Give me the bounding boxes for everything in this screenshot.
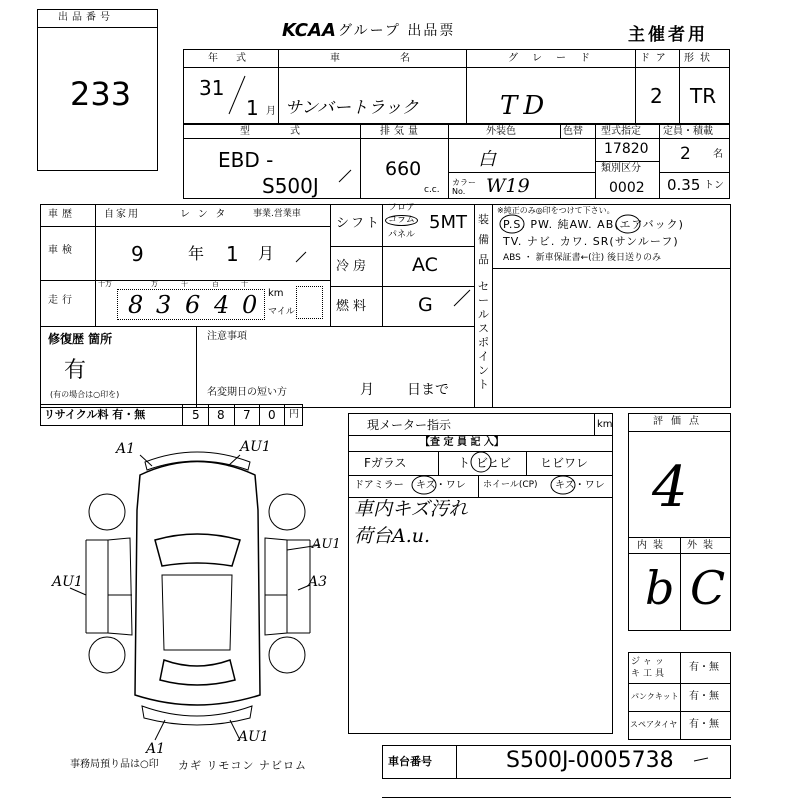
designation-label: 型式指定: [601, 126, 641, 137]
car-name-label: 車名: [330, 53, 470, 64]
jack-option: 有・無: [689, 662, 719, 673]
displacement-value: 660: [385, 158, 422, 180]
vehicle-damage-diagram: [80, 440, 320, 740]
name-change-day: 日まで: [407, 382, 449, 398]
glass-crack-small: ヒビ: [487, 456, 512, 470]
inspection-month: 1: [226, 242, 239, 266]
capacity-persons-unit: 名: [713, 149, 723, 160]
mileage-label: 走行: [48, 295, 76, 306]
tire-front-left-icon: [89, 494, 125, 530]
right-side-panel-icon: [265, 538, 287, 635]
digit-label-1k: 千: [181, 280, 188, 288]
mirror-label: ドアミラー: [354, 480, 404, 491]
mileage-digit-5: 0: [242, 291, 258, 319]
displacement-unit: c.c.: [424, 185, 440, 195]
interior-score: b: [645, 561, 675, 615]
inspector-header: 【査 定 員 記 入】: [420, 437, 504, 448]
lot-number-label: 出品番号: [58, 12, 114, 23]
shift-floor: フロア: [388, 203, 416, 213]
recycle-digit-2: 8: [217, 408, 225, 422]
shift-value: 5MT: [429, 212, 467, 233]
model-prefix: EBD -: [218, 148, 274, 172]
recycle-unit: 円: [289, 409, 299, 420]
glass-label: Fガラス: [364, 456, 407, 470]
damage-mark-front-right: AU1: [240, 439, 271, 455]
class-label: 類別区分: [601, 163, 641, 174]
notes-label: 注意事項: [207, 331, 247, 342]
doors-value: 2: [650, 84, 663, 108]
chassis-value: S500J-0005738: [506, 748, 674, 773]
mileage-digit-1: 8: [128, 291, 144, 319]
jack-label: ジャッキ工具: [631, 657, 668, 679]
shift-panel: パネル: [388, 230, 416, 240]
year-month-unit: 月: [266, 106, 276, 117]
damage-mark-rear-left: A1: [146, 741, 166, 757]
shape-value: TR: [690, 84, 717, 108]
shift-label: シフト: [336, 216, 382, 231]
equipment-label: 装備品: [478, 213, 489, 266]
puncture-label: パンクキット: [631, 692, 679, 701]
equipment-line1: P.S. PW. 純AW. AB(エアバック): [503, 218, 684, 231]
office-items-label: 事務局預り品は○印: [70, 759, 159, 770]
recycle-label: リサイクル料 有・無: [44, 408, 146, 421]
equipment-line2: TV. ナビ. カワ. SR(サンルーフ): [503, 235, 679, 248]
repair-note: (有の場合は○印を): [50, 390, 120, 399]
exterior-label: 外装: [687, 540, 719, 551]
shape-label: 形状: [684, 53, 716, 64]
fuel-label: 燃料: [336, 299, 371, 314]
windshield-icon: [155, 534, 240, 566]
inspection-year-unit: 年: [188, 244, 205, 263]
rear-window-icon: [160, 660, 235, 685]
car-body-icon: [135, 462, 260, 706]
tire-front-right-icon: [269, 494, 305, 530]
spare-option: 有・無: [689, 719, 719, 730]
mileage-unit-mile: マイル: [268, 307, 295, 317]
mileage-digit-3: 6: [185, 291, 201, 319]
car-name: サンバートラック: [285, 98, 419, 118]
comment-2: 荷台A.u.: [354, 525, 431, 547]
score-value: 4: [652, 455, 688, 520]
interior-label: 内装: [637, 540, 669, 551]
sales-point-label: セールスポイント: [478, 280, 489, 391]
model-label: 型式: [240, 126, 340, 137]
damage-mark-right-side: A3: [308, 574, 328, 590]
inspection-label: 車検: [48, 245, 76, 256]
tire-rear-right-icon: [269, 637, 305, 673]
brand-logo: KCAA: [282, 20, 336, 41]
damage-mark-right-door: AU1: [312, 537, 341, 552]
fuel-value: G: [418, 294, 433, 316]
roof-icon: [162, 575, 232, 650]
damage-mark-front-left: A1: [116, 441, 136, 457]
usage-rental: レンタ: [180, 209, 234, 220]
color-no: W19: [486, 175, 530, 197]
digit-label-100k: 十万: [98, 280, 112, 288]
year-month: 1: [246, 96, 259, 120]
mileage-unit-check: [296, 286, 323, 319]
usage-private: 自家用: [104, 209, 140, 220]
glass-crack: ヒビワレ: [540, 456, 589, 470]
left-side-panel-icon: [108, 538, 132, 635]
name-change-month: 月: [360, 382, 374, 398]
mileage-unit-km: km: [268, 288, 284, 299]
wheel-options: キズ・ワレ: [555, 480, 605, 491]
mileage-digit-2: 3: [156, 291, 172, 319]
recycle-digit-4: 0: [268, 408, 276, 422]
capacity-persons: 2: [680, 144, 691, 164]
repair-label: 修復歴 箇所: [48, 332, 113, 346]
damage-mark-left-side: AU1: [52, 574, 83, 590]
meter-label: 現メーター指示: [367, 418, 452, 432]
aircon-value: AC: [412, 254, 438, 276]
puncture-option: 有・無: [689, 691, 719, 702]
capacity-load-unit: トン: [704, 180, 724, 191]
equipment-note: ※純正のみ◎印をつけて下さい。: [497, 206, 615, 215]
office-items: カギ リモコン ナビロム: [178, 759, 307, 772]
score-label: 評価点: [653, 416, 707, 427]
digit-label-10k: 万: [151, 280, 158, 288]
mirror-options: キズ・ワレ: [416, 480, 466, 491]
grade-label: グレード: [508, 53, 604, 64]
year-label: 年式: [208, 53, 264, 64]
recycle-digit-3: 7: [243, 408, 251, 422]
year-era: 31: [199, 76, 225, 100]
color-no-label: カラーNo.: [452, 178, 476, 196]
shift-column: コラム: [385, 215, 418, 226]
recycle-digit-1: 5: [192, 408, 200, 422]
capacity-label: 定員・積載: [663, 126, 713, 137]
sheet-title: グループ 出品票: [338, 23, 456, 39]
mileage-digit-4: 4: [214, 291, 230, 319]
glass-chip: トビ: [458, 456, 495, 470]
chassis-label: 車台番号: [388, 755, 432, 768]
rear-bumper-icon: [142, 706, 252, 725]
lot-number: 233: [70, 75, 132, 113]
displacement-label: 排気量: [380, 126, 422, 137]
paint-change-label: 色替: [563, 126, 583, 137]
comment-1: 車内キズ汚れ: [354, 498, 468, 520]
damage-mark-rear-right: AU1: [238, 729, 269, 745]
name-change-label: 名変期日の短い方: [207, 387, 287, 398]
doors-label: ドア: [640, 53, 672, 64]
spare-label: スペアタイヤ: [630, 720, 678, 729]
equipment-line3: ABS ・ 新車保証書←(注) 後日送りのみ: [503, 253, 662, 263]
designation-value: 17820: [604, 141, 649, 157]
class-value: 0002: [609, 180, 645, 196]
color-label: 外装色: [486, 126, 516, 137]
color-value: 白: [478, 149, 496, 170]
inspection-month-unit: 月: [258, 244, 275, 263]
exterior-score: C: [690, 561, 726, 615]
grade-value: TD: [500, 91, 551, 121]
sheet-user: 主催者用: [628, 25, 708, 45]
usage-label: 車歴: [48, 209, 76, 220]
tire-rear-left-icon: [89, 637, 125, 673]
repair-value: 有: [64, 358, 87, 383]
model-code: S500J: [262, 174, 319, 198]
inspection-year: 9: [131, 242, 144, 266]
aircon-label: 冷房: [336, 259, 371, 274]
digit-label-100: 百: [212, 280, 219, 288]
meter-unit: km: [597, 419, 613, 430]
capacity-load: 0.35: [667, 176, 701, 194]
digit-label-10: 十: [241, 280, 248, 288]
usage-business: 事業.営業車: [253, 209, 301, 219]
wheel-label: ホイール(CP): [483, 480, 538, 490]
